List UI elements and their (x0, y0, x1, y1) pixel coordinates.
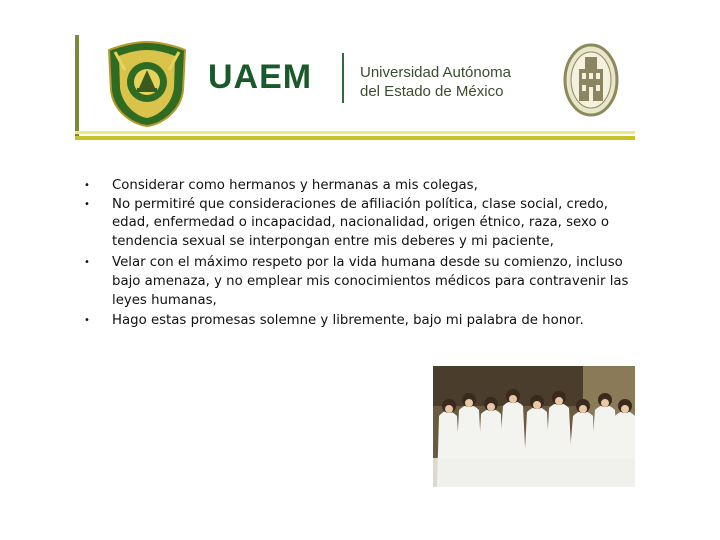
bullet-icon: • (84, 257, 90, 269)
bullet-icon: • (84, 315, 90, 327)
header-banner (75, 35, 635, 140)
list-item (80, 254, 640, 310)
building-medallion-icon (563, 43, 619, 122)
uaem-shield-seal-icon (105, 40, 189, 133)
logo-text: UAEM (208, 58, 313, 96)
list-item (80, 177, 640, 196)
logo-separator (342, 53, 344, 103)
university-line-1: Universidad Autónoma (360, 64, 511, 81)
oath-bullet-list (80, 177, 640, 331)
bullet-text: No permitiré que consideraciones de afiliación política, clase social, credo, edad, enfermedad o incapacidad, nacionalidad, origen étnico, raza, sexo o tendencia sexual se interpongan entre mis deberes y mi paciente, (112, 196, 609, 249)
bullet-text: Considerar como hermanos y hermanas a mis colegas, (112, 178, 478, 193)
header-left-border (75, 35, 79, 140)
students-in-white-coats-taking-oath-photo (433, 366, 635, 487)
university-line-2: del Estado de México (360, 83, 504, 100)
header-bottom-stripe (75, 136, 635, 140)
university-name (360, 63, 511, 101)
list-item (80, 312, 640, 331)
bullet-icon: • (84, 180, 90, 191)
bullet-text: Velar con el máximo respeto por la vida humana desde su comienzo, incluso bajo amenaza, y no emplear mis conocimientos médicos para contravenir las leyes humanas, (112, 255, 629, 308)
bullet-text: Hago estas promesas solemne y libremente, bajo mi palabra de honor. (112, 313, 584, 329)
list-item (80, 196, 640, 252)
bullet-icon: • (84, 198, 90, 210)
